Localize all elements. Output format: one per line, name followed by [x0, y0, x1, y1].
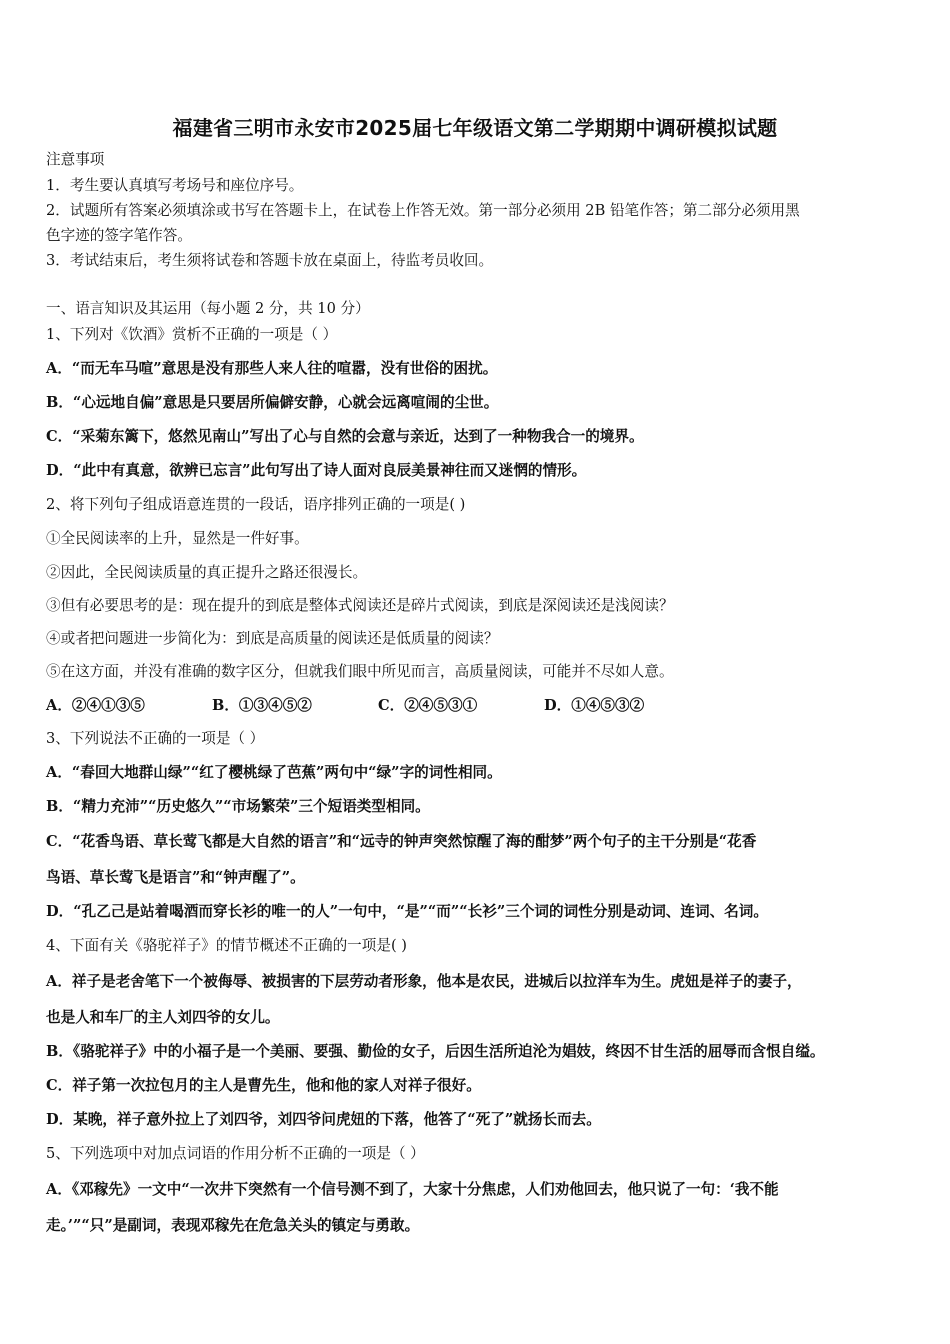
notice-item: 3．考试结束后，考生须将试卷和答题卡放在桌面上，待监考员收回。 [46, 252, 494, 269]
sentence-3: ③但有必要思考的是：现在提升的到底是整体式阅读还是碎片式阅读，到底是深阅读还是浅阅读？ [46, 597, 674, 614]
question-stem: 5、下列选项中对加点词语的作用分析不正确的一项是（ ） [46, 1145, 425, 1162]
option-b: B．“心远地自偏”意思是只要居所偏僻安静，心就会远离喧闹的尘世。 [46, 394, 499, 411]
option-c: C．“采菊东篱下，悠然见南山”写出了心与自然的会意与亲近，达到了一种物我合一的境界。 [46, 428, 644, 445]
option-d: D．“孔乙己是站着喝酒而穿长衫的唯一的人”一句中，“是”“而”“长衫”三个词的词性分别是动词、连词、名词。 [46, 903, 768, 920]
notice-item: 1．考生要认真填写考场号和座位序号。 [46, 177, 304, 194]
option-a: A．“春回大地群山绿”“红了樱桃绿了芭蕉”两句中“绿”字的词性相同。 [46, 764, 502, 781]
option-b: B．《骆驼祥子》中的小福子是一个美丽、要强、勤俭的女子，后因生活所迫沦为娼妓，终因不甘生活的屈辱而含恨自缢。 [46, 1043, 825, 1060]
option-b: B．“精力充沛”“历史悠久”“市场繁荣”三个短语类型相同。 [46, 798, 430, 815]
option-a: A．②④①③⑤ [46, 697, 145, 714]
sentence-5: ⑤在这方面，并没有准确的数字区分，但就我们眼中所见而言，高质量阅读，可能并不尽如人意。 [46, 663, 674, 680]
option-a: A．《邓稼先》一文中“一次井下突然有一个信号测不到了，大家十分焦虑，人们劝他回去，他只说了一句：‘我不能 [46, 1181, 779, 1198]
option-a: A．祥子是老舍笔下一个被侮辱、被损害的下层劳动者形象，他本是农民，进城后以拉洋车为生。虎妞是祥子的妻子， [46, 973, 802, 990]
option-b: B．①③④⑤② [212, 697, 312, 714]
sentence-1: ①全民阅读率的上升，显然是一件好事。 [46, 530, 309, 547]
option-row [46, 696, 644, 716]
question-stem: 4、下面有关《骆驼祥子》的情节概述不正确的一项是( ) [46, 937, 407, 954]
option-c: C．②④⑤③① [378, 697, 478, 714]
question-stem: 1、下列对《饮酒》赏析不正确的一项是（ ） [46, 326, 338, 343]
option-a-continued: 走。’”“只”是副词，表现邓稼先在危急关头的镇定与勇敢。 [46, 1217, 420, 1234]
question-stem: 3、下列说法不正确的一项是（ ） [46, 730, 265, 747]
option-a-continued: 也是人和车厂的主人刘四爷的女儿。 [46, 1009, 280, 1026]
option-c: C．祥子第一次拉包月的主人是曹先生，他和他的家人对祥子很好。 [46, 1077, 481, 1094]
option-d: D．“此中有真意，欲辨已忘言”此句写出了诗人面对良辰美景神往而又迷惘的情形。 [46, 462, 587, 479]
section-heading: 一、语言知识及其运用（每小题 2 分，共 10 分） [46, 300, 370, 317]
option-d: D．某晚，祥子意外拉上了刘四爷，刘四爷问虎妞的下落，他答了“死了”就扬长而去。 [46, 1111, 601, 1128]
option-a: A．“而无车马喧”意思是没有那些人来人往的喧嚣，没有世俗的困扰。 [46, 360, 498, 377]
sentence-2: ②因此，全民阅读质量的真正提升之路还很漫长。 [46, 564, 368, 581]
option-c: C．“花香鸟语、草长莺飞都是大自然的语言”和“远寺的钟声突然惊醒了海的酣梦”两个句子的主干分别是“花香 [46, 833, 757, 850]
sentence-4: ④或者把问题进一步简化为：到底是高质量的阅读还是低质量的阅读？ [46, 630, 499, 647]
notice-item: 2．试题所有答案必须填涂或书写在答题卡上，在试卷上作答无效。第一部分必须用 2B 铅笔作答；第二部分必须用黑 [46, 202, 800, 219]
notice-item: 色字迹的签字笔作答。 [46, 227, 192, 244]
notice-heading: 注意事项 [46, 151, 105, 168]
option-d: D．①④⑤③② [544, 697, 645, 714]
page-title: 福建省三明市永安市2025届七年级语文第二学期期中调研模拟试题 [172, 116, 778, 140]
question-stem: 2、将下列句子组成语意连贯的一段话，语序排列正确的一项是( ) [46, 496, 466, 513]
option-c-continued: 鸟语、草长莺飞是语言”和“钟声醒了”。 [46, 869, 305, 886]
